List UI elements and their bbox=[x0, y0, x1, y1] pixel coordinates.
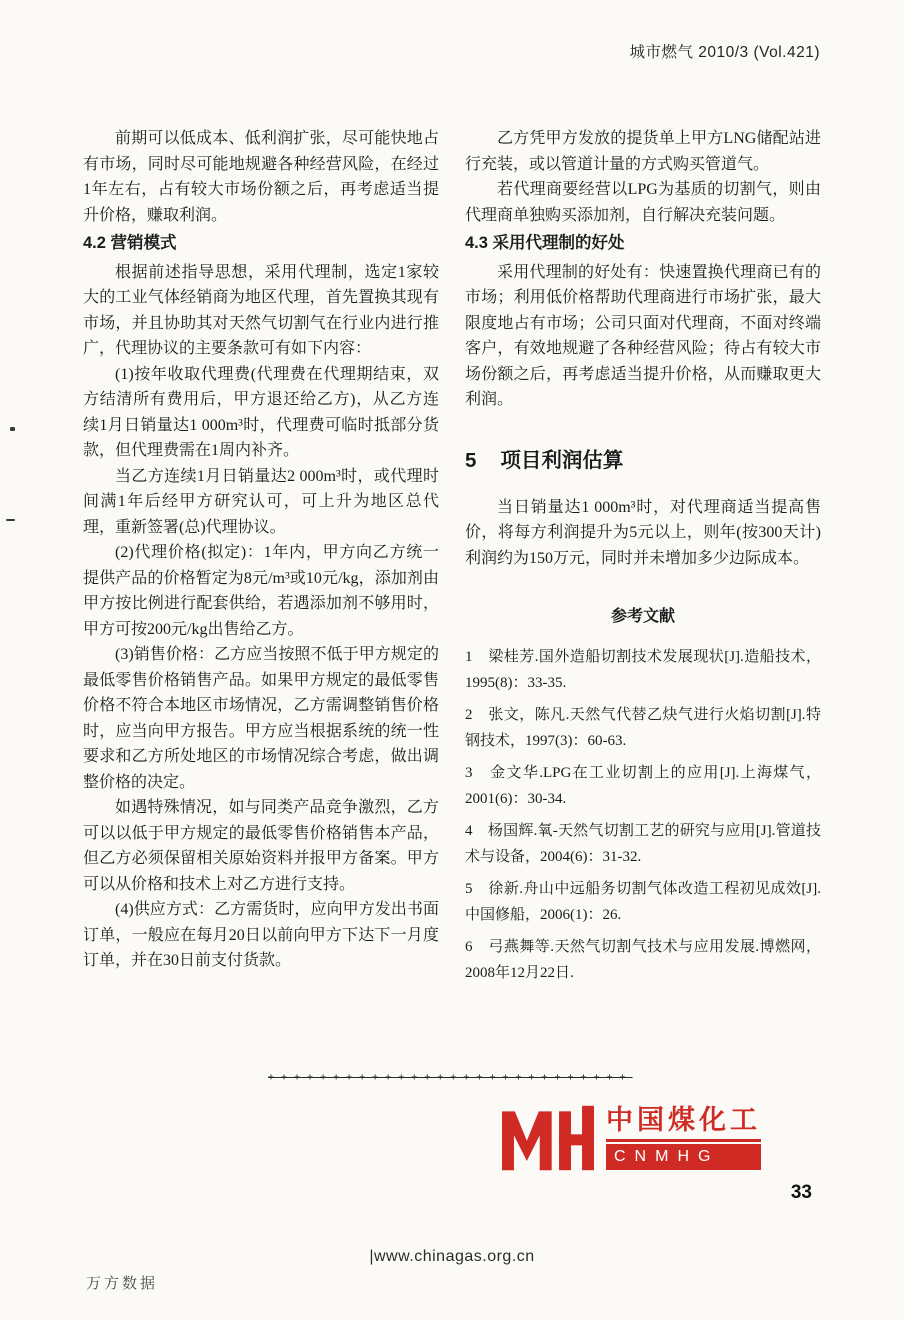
right-column bbox=[465, 126, 821, 992]
logo-name-en: CNMHG bbox=[606, 1144, 761, 1170]
reference-item: 3 金文华.LPG在工业切割上的应用[J].上海煤气，2001(6)：30-34. bbox=[465, 765, 821, 807]
paragraph: 若代理商要经营以LPG为基质的切割气，则由代理商单独购买添加剂，自行解决充装问题。 bbox=[465, 181, 821, 224]
paragraph: (1)按年收取代理费(代理费在代理期结束，双方结清所有费用后，甲方退还给乙方)，从乙方连续1月日销量达1 000m³时，代理费可临时抵部分货款，但代理费需在1周内补齐。 bbox=[83, 365, 439, 459]
reference-item: 4 杨国辉.氧-天然气切割工艺的研究与应用[J].管道技术与设备，2004(6)：31-32. bbox=[465, 823, 821, 865]
divider-rule: ++++++++++++++++++++++++++++ bbox=[268, 1072, 633, 1083]
brand-logo bbox=[502, 1104, 761, 1172]
logo-name-cn: 中国煤化工 bbox=[606, 1105, 761, 1135]
scan-artifact bbox=[6, 519, 15, 521]
website-url: |www.chinagas.org.cn bbox=[369, 1248, 535, 1265]
reference-item: 5 徐新.舟山中远船务切割气体改造工程初见成效[J].中国修船，2006(1)：26. bbox=[465, 881, 821, 923]
scan-artifact bbox=[10, 427, 15, 431]
coal-chem-logo-icon bbox=[502, 1104, 594, 1172]
journal-header: 城市燃气 2010/3 (Vol.421) bbox=[629, 44, 820, 61]
section-title: 项目利润估算 bbox=[500, 448, 624, 472]
paragraph: (4)供应方式：乙方需货时，应向甲方发出书面订单，一般应在每月20日以前向甲方下达下一月度订单，并在30日前支付货款。 bbox=[83, 901, 439, 969]
reference-item: 1 梁桂芳.国外造船切割技术发展现状[J].造船技术，1995(8)：33-35. bbox=[465, 649, 821, 691]
section-heading-4-2: 4.2 营销模式 bbox=[83, 234, 177, 252]
section-number: 5 bbox=[465, 448, 477, 472]
paragraph: (2)代理价格(拟定)：1年内，甲方向乙方统一提供产品的价格暂定为8元/m³或10元/kg，添加剂由甲方按比例进行配套供给，若遇添加剂不够用时，甲方可按200元/kg出售给乙方。 bbox=[83, 544, 439, 638]
reference-item: 2 张文，陈凡.天然气代替乙炔气进行火焰切割[J].特钢技术，1997(3)：60-63. bbox=[465, 707, 821, 749]
wanfang-watermark: 万方数据 bbox=[86, 1276, 159, 1292]
paragraph: 采用代理制的好处有：快速置换代理商已有的市场；利用低价格帮助代理商进行市场扩张，最大限度地占有市场；公司只面对代理商，不面对终端客户，有效地规避了各种经营风险；待占有较大市场份额之后，再考虑适当提升价格，从而赚取更大利润。 bbox=[465, 263, 821, 408]
page-number: 33 bbox=[790, 1182, 812, 1203]
references-heading: 参考文献 bbox=[610, 608, 675, 625]
logo-rule bbox=[606, 1139, 761, 1142]
left-column bbox=[83, 126, 439, 974]
paragraph: 如遇特殊情况，如与同类产品竞争激烈，乙方可以以低于甲方规定的最低零售价格销售本产品，但乙方必须保留相关原始资料并报甲方备案。甲方可以从价格和技术上对乙方进行支持。 bbox=[83, 799, 439, 893]
paragraph: 当日销量达1 000m³时，对代理商适当提高售价，将每方利润提升为5元以上，则年(按300天计)利润约为150万元，同时并未增加多少边际成本。 bbox=[465, 498, 821, 567]
paragraph: 前期可以低成本、低利润扩张，尽可能快地占有市场，同时尽可能地规避各种经营风险，在经过1年左右，占有较大市场份额之后，再考虑适当提升价格，赚取利润。 bbox=[83, 130, 439, 224]
section-heading-4-3: 4.3 采用代理制的好处 bbox=[465, 234, 625, 252]
paragraph: (3)销售价格：乙方应当按照不低于甲方规定的最低零售价格销售产品。如果甲方规定的最低零售价格不符合本地区市场情况，乙方需调整销售价格时，应当向甲方报告。甲方应当根据系统的统一性要求和乙方所处地区的市场情况综合考虑，做出调整价格的决定。 bbox=[83, 646, 439, 791]
paragraph: 当乙方连续1月日销量达2 000m³时，或代理时间满1年后经甲方研究认可，可上升为地区总代理，重新签署(总)代理协议。 bbox=[83, 467, 439, 536]
reference-item: 6 弓燕舞等.天然气切割气技术与应用发展.博燃网，2008年12月22日. bbox=[465, 939, 821, 981]
paragraph: 根据前述指导思想，采用代理制，选定1家较大的工业气体经销商为地区代理，首先置换其现有市场，并且协助其对天然气切割气在行业内进行推广，代理协议的主要条款可有如下内容： bbox=[83, 263, 439, 357]
logo-text bbox=[606, 1104, 761, 1170]
paragraph: 乙方凭甲方发放的提货单上甲方LNG储配站进行充装，或以管道计量的方式购买管道气。 bbox=[465, 130, 821, 173]
references-list bbox=[465, 644, 821, 986]
section-heading-5 bbox=[465, 443, 821, 473]
